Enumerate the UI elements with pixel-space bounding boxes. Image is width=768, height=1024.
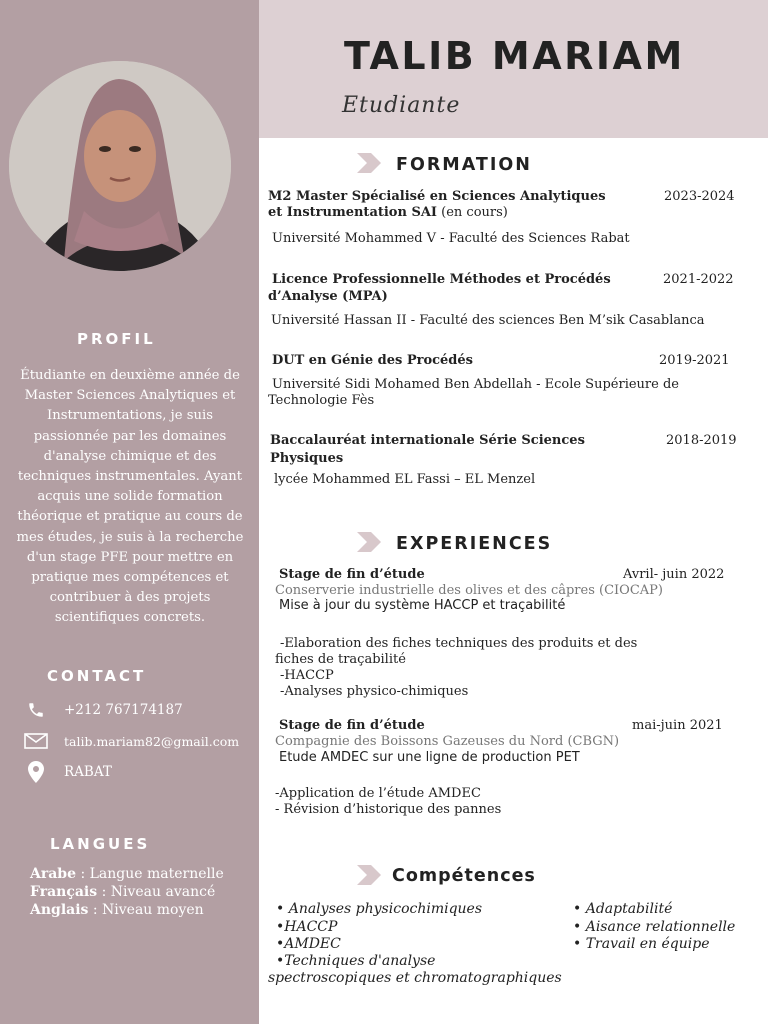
location-pin-icon (24, 762, 48, 782)
skill-item: • Adaptabilité (573, 901, 673, 917)
degree-school: Université Mohammed V - Faculté des Sciences Rabat (272, 231, 630, 246)
experience-detail: -Analyses physico-chimiques (280, 684, 469, 699)
contact-phone[interactable] (24, 700, 183, 720)
experience-dates: Avril- juin 2022 (623, 567, 725, 582)
chevron-icon (357, 153, 385, 173)
langue-item: Anglais : Niveau moyen (30, 902, 204, 918)
degree-years: 2021-2022 (663, 272, 734, 287)
contact-heading: CONTACT (47, 667, 147, 685)
degree-school: Université Sidi Mohamed Ben Abdellah - Ecole Supérieure de (272, 377, 679, 392)
profile-photo (9, 61, 231, 271)
experience-detail: - Révision d’historique des pannes (275, 802, 502, 817)
degree-school: Université Hassan II - Faculté des sciences Ben M’sik Casablanca (271, 313, 705, 328)
skill-item: spectroscopiques et chromatographiques (268, 970, 562, 986)
experience-company: Compagnie des Boissons Gazeuses du Nord (CBGN) (275, 734, 620, 749)
skill-item: • Aisance relationnelle (573, 919, 736, 935)
profil-heading: PROFIL (77, 330, 156, 348)
email-address: talib.mariam82@gmail.com (64, 733, 240, 749)
candidate-role: Etudiante (342, 93, 461, 118)
phone-number: +212 767174187 (64, 702, 183, 718)
mail-icon (24, 731, 48, 751)
langue-item: Arabe : Langue maternelle (30, 866, 224, 882)
formation-heading: FORMATION (396, 155, 532, 175)
degree-title: et Instrumentation SAI (en cours) (268, 205, 508, 220)
experience-detail: -HACCP (280, 668, 334, 683)
degree-title: M2 Master Spécialisé en Sciences Analytiques (268, 189, 606, 204)
chevron-icon (357, 865, 385, 885)
skill-item: •HACCP (276, 919, 338, 935)
skill-item: • Analyses physicochimiques (276, 901, 483, 917)
experience-detail: -Application de l’étude AMDEC (275, 786, 481, 801)
experience-detail: fiches de traçabilité (275, 652, 406, 667)
phone-icon (24, 700, 48, 720)
experience-company: Conserverie industrielle des olives et des câpres (CIOCAP) (275, 583, 663, 598)
profil-text: Étudiante en deuxième année de Master Sciences Analytiques et Instrumentations, je suis passionnée par les domaines d'analyse chimique et des techniques instrumentales. Ayant acquis une solide formation théorique et pratique au cours de mes études, je suis à la recherche d'un stage PFE pour mettre en pratique mes compétences et contribuer à des projets scientifiques concrets. (16, 368, 244, 626)
skill-item: •Techniques d'analyse (276, 953, 436, 969)
langues-heading: LANGUES (50, 835, 151, 853)
chevron-icon (357, 532, 385, 552)
experience-detail: -Elaboration des fiches techniques des produits et des (280, 636, 638, 651)
degree-title: d’Analyse (MPA) (268, 289, 388, 304)
skill-item: • Travail en équipe (573, 936, 710, 952)
candidate-name: TALIB MARIAM (344, 34, 685, 78)
degree-years: 2018-2019 (666, 433, 737, 448)
degree-title: DUT en Génie des Procédés (272, 353, 473, 368)
experience-mission: Mise à jour du système HACCP et traçabilité (279, 598, 566, 613)
degree-years: 2019-2021 (659, 353, 730, 368)
experience-mission: Etude AMDEC sur une ligne de production PET (279, 750, 580, 765)
competences-heading: Compétences (392, 866, 536, 886)
experience-dates: mai-juin 2021 (632, 718, 723, 733)
contact-email[interactable] (24, 731, 239, 751)
degree-title: Licence Professionnelle Méthodes et Procédés (272, 272, 611, 287)
degree-title: Baccalauréat internationale Série Sciences (270, 433, 585, 448)
degree-school: lycée Mohammed EL Fassi – EL Menzel (274, 472, 536, 487)
experience-role: Stage de fin d’étude (279, 718, 425, 733)
langue-item: Français : Niveau avancé (30, 884, 216, 900)
experiences-heading: EXPERIENCES (396, 534, 553, 554)
degree-years: 2023-2024 (664, 189, 735, 204)
skill-item: •AMDEC (276, 936, 341, 952)
contact-city (24, 762, 112, 782)
experience-role: Stage de fin d’étude (279, 567, 425, 582)
city: RABAT (64, 764, 112, 780)
degree-school: Technologie Fès (268, 393, 375, 408)
degree-title: Physiques (270, 451, 344, 466)
